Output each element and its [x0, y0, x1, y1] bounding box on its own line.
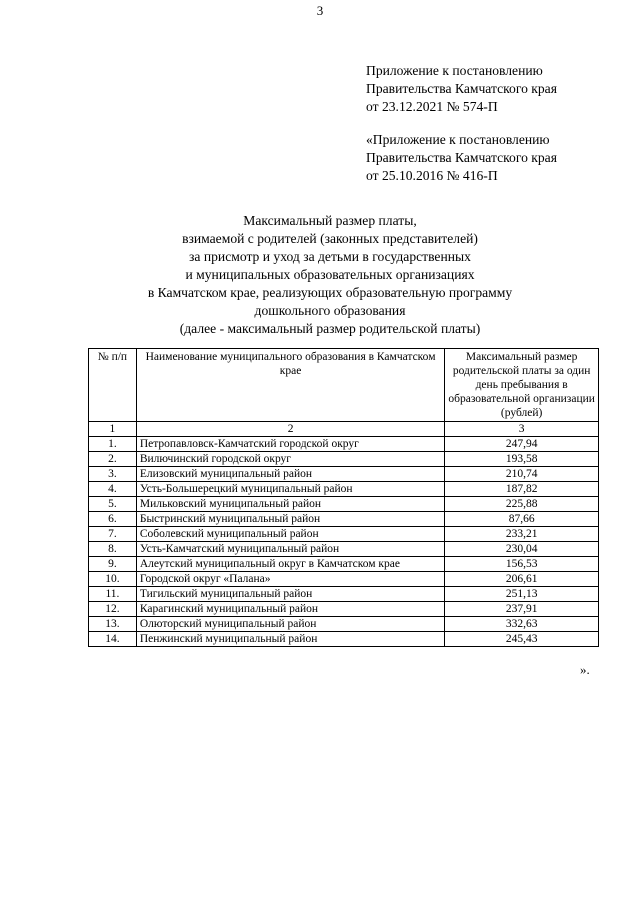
row-max-fee: 237,91	[445, 602, 599, 617]
row-number: 11.	[89, 587, 137, 602]
table-row	[89, 632, 599, 647]
row-municipality: Вилючинский городской округ	[136, 452, 444, 467]
table-row	[89, 602, 599, 617]
appendix-current-line-1: Приложение к постановлению	[366, 63, 543, 78]
row-number: 5.	[89, 497, 137, 512]
row-municipality: Быстринский муниципальный район	[136, 512, 444, 527]
row-max-fee: 225,88	[445, 497, 599, 512]
appendix-original-line-1: «Приложение к постановлению	[366, 132, 550, 147]
row-number: 13.	[89, 617, 137, 632]
row-max-fee: 332,63	[445, 617, 599, 632]
row-number: 7.	[89, 527, 137, 542]
row-max-fee: 187,82	[445, 482, 599, 497]
table-row	[89, 587, 599, 602]
closing-quote-mark: ».	[580, 662, 590, 677]
appendix-original-line-3: от 25.10.2016 № 416-П	[366, 168, 498, 183]
row-municipality: Алеутский муниципальный округ в Камчатском крае	[136, 557, 444, 572]
title-line-4: и муниципальных образовательных организациях	[185, 267, 475, 282]
table-row	[89, 527, 599, 542]
row-municipality: Петропавловск-Камчатский городской округ	[136, 437, 444, 452]
column-index-2: 2	[136, 422, 444, 437]
row-municipality: Мильковский муниципальный район	[136, 497, 444, 512]
table-row	[89, 437, 599, 452]
row-municipality: Усть-Камчатский муниципальный район	[136, 542, 444, 557]
page-number: 3	[316, 3, 324, 18]
title-line-7: (далее - максимальный размер родительской платы)	[179, 321, 481, 336]
row-max-fee: 230,04	[445, 542, 599, 557]
appendix-current-line-3: от 23.12.2021 № 574-П	[366, 99, 498, 114]
table-row	[89, 557, 599, 572]
column-index-row	[89, 422, 599, 437]
appendix-original-line-2: Правительства Камчатского края	[366, 150, 557, 165]
table-row	[89, 482, 599, 497]
row-number: 4.	[89, 482, 137, 497]
header-municipality: Наименование муниципального образования в Камчатском крае	[136, 349, 444, 422]
row-number: 6.	[89, 512, 137, 527]
title-line-2: взимаемой с родителей (законных представителей)	[182, 231, 478, 246]
table-row	[89, 512, 599, 527]
table-row	[89, 467, 599, 482]
row-number: 2.	[89, 452, 137, 467]
row-number: 9.	[89, 557, 137, 572]
row-max-fee: 247,94	[445, 437, 599, 452]
table-row	[89, 617, 599, 632]
table-row	[89, 497, 599, 512]
appendix-current-line-2: Правительства Камчатского края	[366, 81, 557, 96]
row-number: 12.	[89, 602, 137, 617]
row-municipality: Городской округ «Палана»	[136, 572, 444, 587]
column-index-3: 3	[445, 422, 599, 437]
table-row	[89, 572, 599, 587]
title-line-6: дошкольного образования	[254, 303, 406, 318]
row-max-fee: 193,58	[445, 452, 599, 467]
document-title	[60, 212, 600, 338]
row-number: 8.	[89, 542, 137, 557]
table-row	[89, 542, 599, 557]
appendix-reference-original	[366, 131, 626, 185]
row-municipality: Елизовский муниципальный район	[136, 467, 444, 482]
row-number: 3.	[89, 467, 137, 482]
table-header-row	[89, 349, 599, 422]
row-max-fee: 233,21	[445, 527, 599, 542]
row-max-fee: 251,13	[445, 587, 599, 602]
title-line-1: Максимальный размер платы,	[243, 213, 417, 228]
row-municipality: Тигильский муниципальный район	[136, 587, 444, 602]
appendix-reference-current	[366, 62, 626, 116]
table-row	[89, 452, 599, 467]
row-max-fee: 156,53	[445, 557, 599, 572]
row-max-fee: 87,66	[445, 512, 599, 527]
column-index-1: 1	[89, 422, 137, 437]
row-municipality: Усть-Большерецкий муниципальный район	[136, 482, 444, 497]
row-municipality: Пенжинский муниципальный район	[136, 632, 444, 647]
title-line-5: в Камчатском крае, реализующих образовательную программу	[147, 285, 513, 300]
row-municipality: Соболевский муниципальный район	[136, 527, 444, 542]
parental-fee-table	[88, 348, 599, 647]
row-max-fee: 210,74	[445, 467, 599, 482]
header-max-fee: Максимальный размер родительской платы за один день пребывания в образовательной организации (рублей)	[445, 349, 599, 422]
header-number: № п/п	[89, 349, 137, 422]
row-number: 1.	[89, 437, 137, 452]
row-number: 14.	[89, 632, 137, 647]
row-municipality: Карагинский муниципальный район	[136, 602, 444, 617]
row-municipality: Олюторский муниципальный район	[136, 617, 444, 632]
row-number: 10.	[89, 572, 137, 587]
row-max-fee: 206,61	[445, 572, 599, 587]
table-body	[89, 422, 599, 647]
title-line-3: за присмотр и уход за детьми в государственных	[189, 249, 471, 264]
row-max-fee: 245,43	[445, 632, 599, 647]
